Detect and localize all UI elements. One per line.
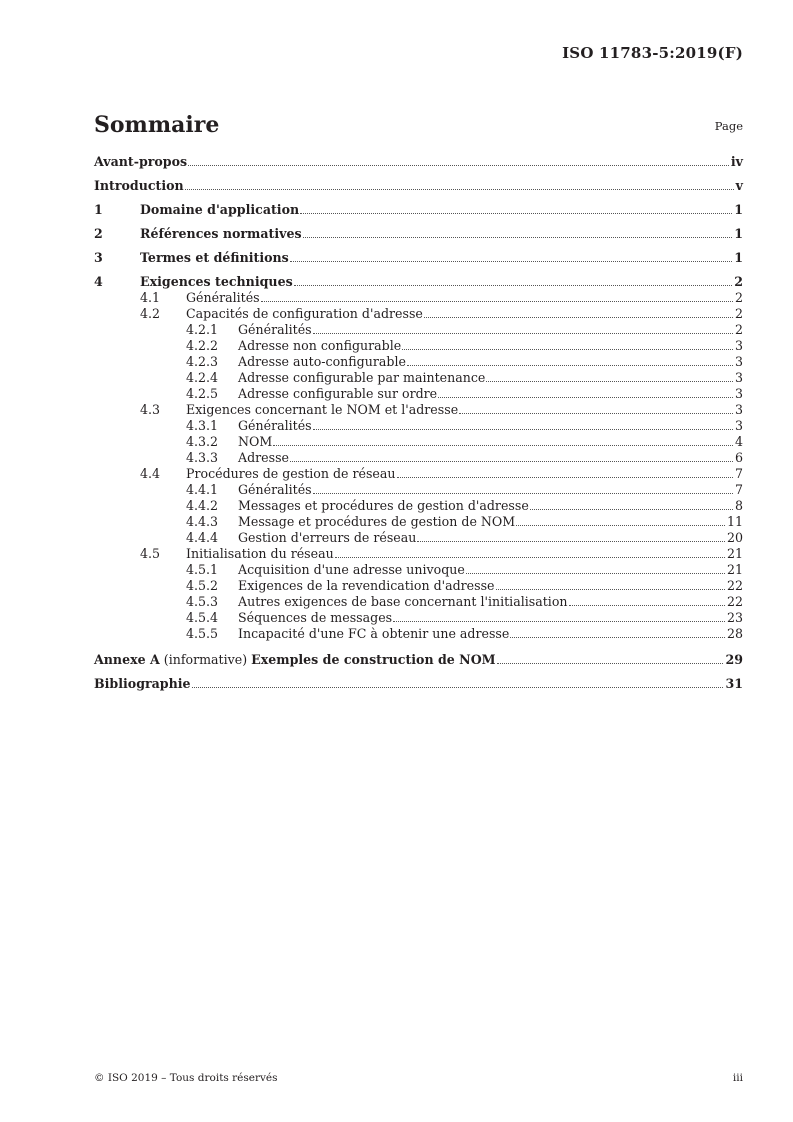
- dot-leader: [510, 637, 725, 638]
- toc-entry-page: 3: [734, 418, 743, 433]
- toc-entry-page: 8: [734, 498, 743, 513]
- toc-entry-4-2-2[interactable]: [186, 338, 743, 354]
- toc-entry-4-5-2[interactable]: [186, 578, 743, 594]
- toc-entry-text: Généralités: [238, 418, 312, 433]
- toc-entry-text: Références normatives: [140, 226, 302, 241]
- toc-entry-annexe-a[interactable]: [94, 652, 743, 668]
- dot-leader: [402, 349, 733, 350]
- toc-entry-page: 1: [734, 202, 743, 217]
- toc-entry-text: Exigences concernant le NOM et l'adresse: [186, 402, 459, 417]
- dot-leader: [466, 573, 725, 574]
- toc-entry-page: 3: [734, 370, 743, 385]
- toc-entry-3[interactable]: [94, 250, 743, 266]
- toc-entry-number: 4.1: [140, 290, 161, 305]
- toc-entry-number: 4.5.3: [186, 594, 219, 609]
- dot-leader: [313, 493, 733, 494]
- toc-entry-number: 4.2.4: [186, 370, 219, 385]
- toc-entry-4-2-4[interactable]: [186, 370, 743, 386]
- toc-entry-4-4[interactable]: [140, 466, 743, 482]
- toc-entry-text: Autres exigences de base concernant l'initialisation: [238, 594, 568, 609]
- toc-entry-number: 4.5: [140, 546, 161, 561]
- toc-entry-page: 22: [726, 594, 743, 609]
- toc-entry-text: Procédures de gestion de réseau: [186, 466, 396, 481]
- toc-entry-number: 4.4.2: [186, 498, 219, 513]
- toc-entry-text: Adresse: [238, 450, 290, 465]
- dot-leader: [185, 189, 734, 190]
- toc-entry-page: 21: [726, 546, 743, 561]
- toc-entry-page: 3: [734, 354, 743, 369]
- toc-entry-bibliographie[interactable]: [94, 676, 743, 692]
- dot-leader: [516, 525, 725, 526]
- toc-title: Sommaire: [94, 112, 220, 138]
- toc-entry-page: 3: [734, 338, 743, 353]
- toc-entry-4-4-4[interactable]: [186, 530, 743, 546]
- toc-entry-page: 21: [726, 562, 743, 577]
- toc-entry-text: Introduction: [94, 178, 184, 193]
- toc-entry-number: 4.2.2: [186, 338, 219, 353]
- dot-leader: [290, 461, 733, 462]
- toc-entry-text: Incapacité d'une FC à obtenir une adresse: [238, 626, 510, 641]
- dot-leader: [459, 413, 733, 414]
- toc-entry-number: 4.5.5: [186, 626, 219, 641]
- toc-entry-page: 4: [734, 434, 743, 449]
- toc-entry-4-2-1[interactable]: [186, 322, 743, 338]
- copyright-notice: © ISO 2019 – Tous droits réservés: [94, 1072, 278, 1084]
- toc-entry-page: 11: [726, 514, 743, 529]
- toc-entry-4-2-3[interactable]: [186, 354, 743, 370]
- toc-entry-text: Acquisition d'une adresse univoque: [238, 562, 465, 577]
- toc-entry-introduction[interactable]: [94, 178, 743, 194]
- toc-entry-text: Généralités: [238, 322, 312, 337]
- toc-entry-text: Exigences techniques: [140, 274, 293, 289]
- toc-entry-page: 7: [734, 482, 743, 497]
- toc-entry-page: 7: [734, 466, 743, 481]
- toc-entry-number: 4.5.4: [186, 610, 219, 625]
- toc-entry-text: Adresse non configurable: [238, 338, 402, 353]
- toc-entry-page: 3: [734, 402, 743, 417]
- toc-entry-text: Messages et procédures de gestion d'adresse: [238, 498, 529, 513]
- page-column-label: Page: [714, 119, 743, 133]
- dot-leader: [397, 477, 733, 478]
- dot-leader: [438, 397, 733, 398]
- toc-entry-number: 4.2.3: [186, 354, 219, 369]
- dot-leader: [407, 365, 733, 366]
- dot-leader: [424, 317, 733, 318]
- toc-entry-4-2-5[interactable]: [186, 386, 743, 402]
- toc-entry-4-2[interactable]: [140, 306, 743, 322]
- dot-leader: [188, 165, 729, 166]
- dot-leader: [486, 381, 733, 382]
- toc-entry-text: Message et procédures de gestion de NOM: [238, 514, 516, 529]
- toc-entry-4-3-2[interactable]: [186, 434, 743, 450]
- dot-leader: [417, 541, 725, 542]
- toc-entry-2[interactable]: [94, 226, 743, 242]
- dot-leader: [290, 261, 732, 262]
- toc-entry-page: iv: [730, 154, 743, 169]
- dot-leader: [569, 605, 725, 606]
- toc-entry-number: 4.4.4: [186, 530, 219, 545]
- toc-entry-number: 4.2.5: [186, 386, 219, 401]
- toc-entry-number: 4.2.1: [186, 322, 219, 337]
- toc-entry-4-4-1[interactable]: [186, 482, 743, 498]
- toc-entry-page: 23: [726, 610, 743, 625]
- toc-entry-1[interactable]: [94, 202, 743, 218]
- toc-entry-number: 4.4.1: [186, 482, 219, 497]
- dot-leader: [393, 621, 725, 622]
- dot-leader: [303, 237, 733, 238]
- toc-entry-4-4-2[interactable]: [186, 498, 743, 514]
- dot-leader: [294, 285, 733, 286]
- toc-entry-page: 1: [734, 226, 743, 241]
- toc-entry-number: 3: [94, 250, 103, 265]
- toc-entry-page: 20: [726, 530, 743, 545]
- toc-entry-number: 4.4: [140, 466, 161, 481]
- dot-leader: [496, 589, 725, 590]
- toc-entry-page: 28: [726, 626, 743, 641]
- toc-entry-number: 4.5.2: [186, 578, 219, 593]
- toc-entry-number: 4.4.3: [186, 514, 219, 529]
- toc-entry-4-3[interactable]: [140, 402, 743, 418]
- toc-entry-page: 2: [734, 322, 743, 337]
- toc-entry-4-4-3[interactable]: [186, 514, 743, 530]
- dot-leader: [335, 557, 725, 558]
- dot-leader: [273, 445, 733, 446]
- dot-leader: [192, 687, 724, 688]
- toc-entry-4-5-4[interactable]: [186, 610, 743, 626]
- dot-leader: [300, 213, 732, 214]
- toc-entry-number: 4.3.1: [186, 418, 219, 433]
- page-number: iii: [732, 1072, 743, 1084]
- annex-note: (informative): [159, 652, 252, 667]
- toc-entry-text: Exigences de la revendication d'adresse: [238, 578, 495, 593]
- toc-entry-text: Adresse auto-configurable: [238, 354, 406, 369]
- toc-entry-text: NOM: [238, 434, 273, 449]
- toc-entry-page: 2: [734, 274, 743, 289]
- toc-entry-page: 3: [734, 386, 743, 401]
- dot-leader: [530, 509, 733, 510]
- toc-entry-text: Bibliographie: [94, 676, 191, 691]
- toc-entry-text: Termes et définitions: [140, 250, 289, 265]
- toc-entry-page: 1: [734, 250, 743, 265]
- toc-entry-page: 2: [734, 306, 743, 321]
- toc-entry-number: 4.3.3: [186, 450, 219, 465]
- toc-entry-text: Domaine d'application: [140, 202, 300, 217]
- toc-entry-4[interactable]: [94, 274, 743, 290]
- toc-entry-text: Initialisation du réseau: [186, 546, 334, 561]
- toc-entry-number: 4.3.2: [186, 434, 219, 449]
- toc-entry-avant-propos[interactable]: [94, 154, 743, 170]
- toc-entry-text: Adresse configurable sur ordre: [238, 386, 438, 401]
- annex-prefix: Annexe A: [94, 652, 160, 667]
- toc-entry-4-5-3[interactable]: [186, 594, 743, 610]
- toc-entry-4-5-5[interactable]: [186, 626, 743, 642]
- toc-entry-number: 4: [94, 274, 103, 289]
- toc-entry-text: Capacités de configuration d'adresse: [186, 306, 423, 321]
- toc-entry-page: v: [735, 178, 743, 193]
- toc-entry-page: 6: [734, 450, 743, 465]
- toc-entry-4-3-1[interactable]: [186, 418, 743, 434]
- toc-entry-text: Avant-propos: [94, 154, 188, 169]
- dot-leader: [261, 301, 733, 302]
- toc-entry-4-3-3[interactable]: [186, 450, 743, 466]
- toc-entry-text: Généralités: [186, 290, 260, 305]
- toc-entry-page: 2: [734, 290, 743, 305]
- toc-entry-text: Généralités: [238, 482, 312, 497]
- toc-entry-number: 4.2: [140, 306, 161, 321]
- toc-entry-4-1[interactable]: [140, 290, 743, 306]
- toc-entry-4-5-1[interactable]: [186, 562, 743, 578]
- toc-entry-text: Gestion d'erreurs de réseau: [238, 530, 417, 545]
- toc-entry-number: 4.5.1: [186, 562, 219, 577]
- toc-entry-page: 31: [725, 676, 743, 691]
- toc-entry-text: Adresse configurable par maintenance: [238, 370, 486, 385]
- toc-entry-text: Séquences de messages: [238, 610, 393, 625]
- toc-entry-number: 1: [94, 202, 103, 217]
- toc-entry-4-5[interactable]: [140, 546, 743, 562]
- dot-leader: [313, 333, 733, 334]
- dot-leader: [497, 663, 724, 664]
- dot-leader: [313, 429, 733, 430]
- toc-entry-page: 22: [726, 578, 743, 593]
- toc-entry-number: 2: [94, 226, 103, 241]
- document-id: ISO 11783-5:2019(F): [562, 44, 743, 62]
- toc-entry-text: Exemples de construction de NOM: [251, 652, 496, 667]
- toc-entry-number: 4.3: [140, 402, 161, 417]
- toc-entry-page: 29: [725, 652, 743, 667]
